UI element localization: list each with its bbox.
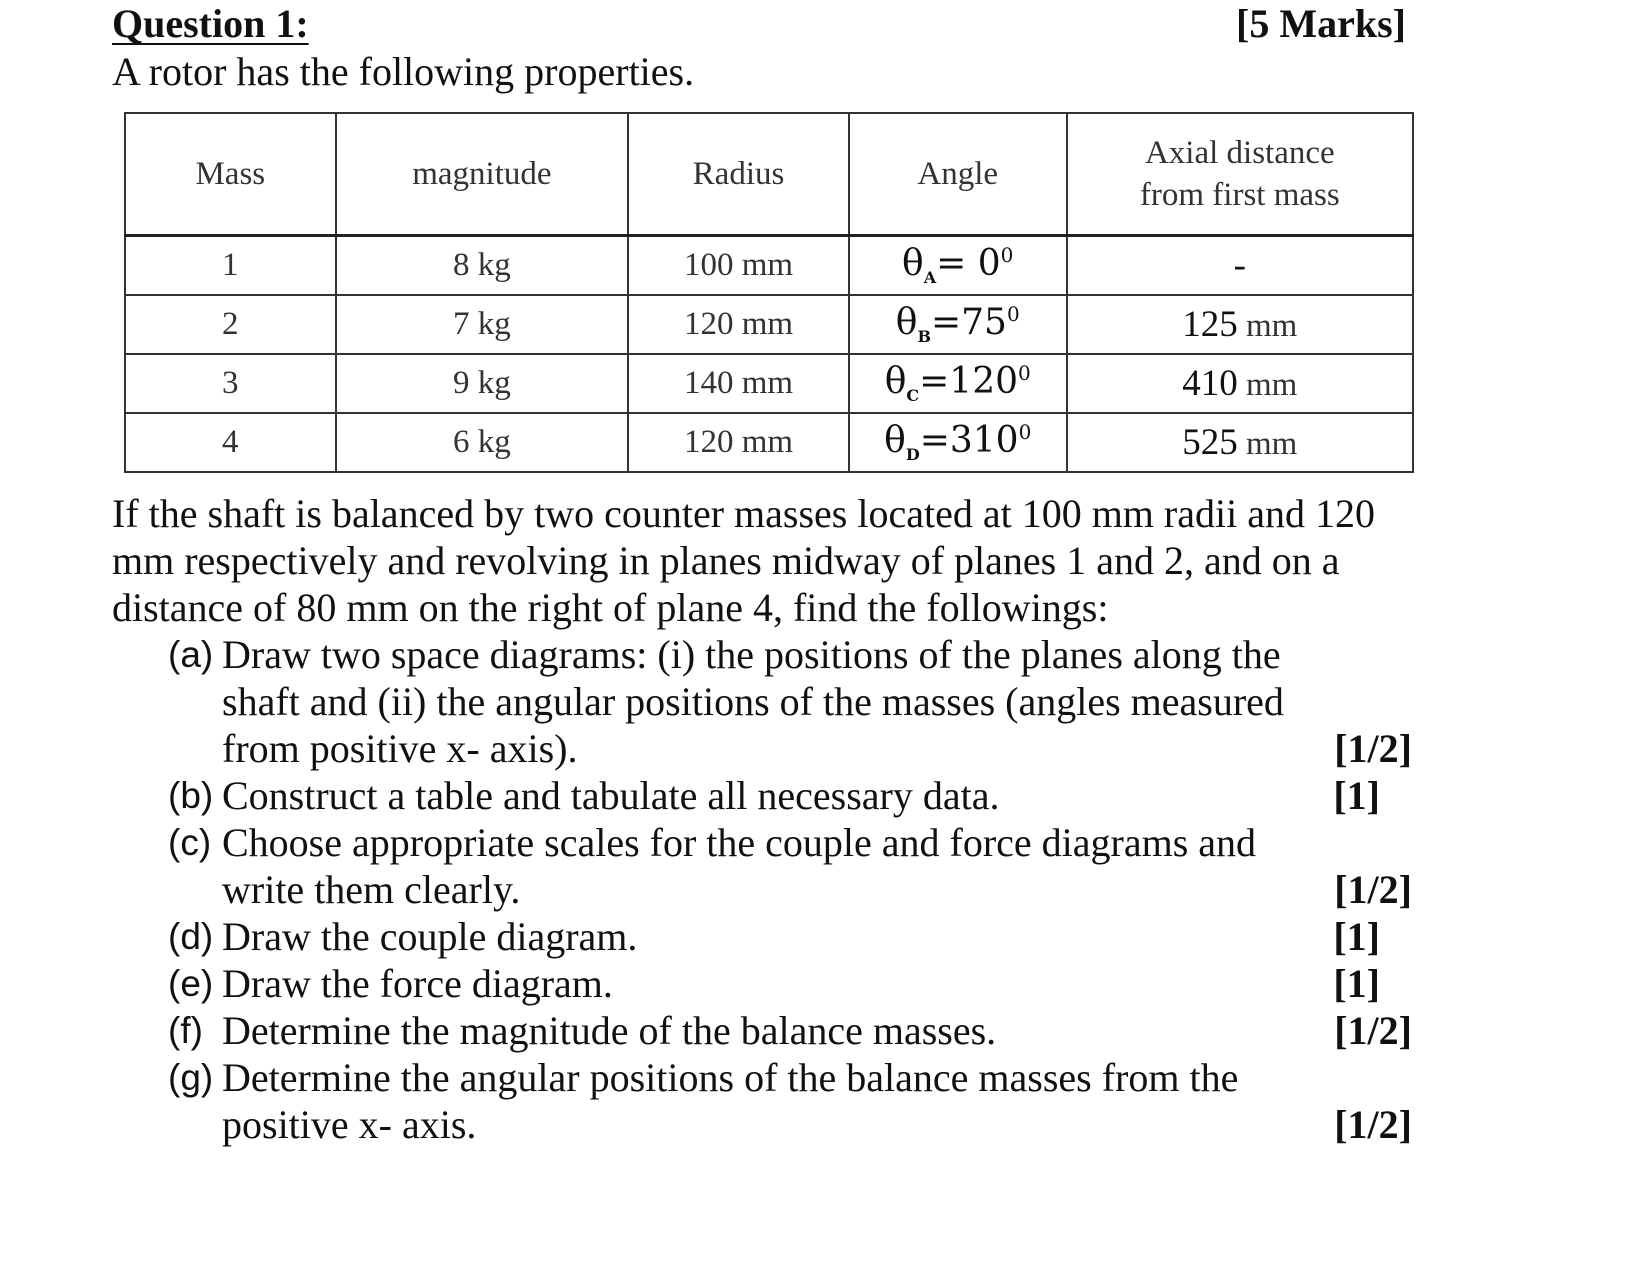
cell-mass: 4 [125, 413, 336, 472]
subquestion-b [168, 772, 1412, 819]
degree-mark: 0 [1006, 302, 1020, 327]
cell-mass: 3 [125, 354, 336, 413]
subquestion-text: Draw two space diagrams: (i) the positions of the planes along the shaft and (ii) the angular positions of the masses (angles measured from positive x- axis). [222, 632, 1284, 771]
table-row [125, 354, 1413, 413]
subquestion-marks: [1/2] [1334, 1008, 1412, 1053]
cell-radius: 100 mm [628, 236, 849, 296]
distance-value: 125 [1182, 304, 1238, 345]
distance-value: 525 [1182, 422, 1238, 463]
cell-angle [849, 413, 1067, 472]
cell-radius: 120 mm [628, 413, 849, 472]
angle-subscript: D [905, 445, 920, 465]
question-body [112, 490, 1412, 1148]
angle-symbol: θ [884, 361, 907, 403]
subquestion-text: Determine the magnitude of the balance masses. [222, 1008, 997, 1053]
subquestion-text: Draw the couple diagram. [222, 914, 638, 959]
cell-angle [849, 354, 1067, 413]
header-magnitude: magnitude [336, 113, 629, 236]
subquestion-label: (a) [168, 634, 214, 675]
subquestion-text: Determine the angular positions of the balance masses from the positive x- axis. [222, 1055, 1239, 1147]
cell-axial-distance [1067, 236, 1413, 296]
cell-magnitude: 6 kg [336, 413, 629, 472]
distance-unit: mm [1246, 308, 1298, 344]
subquestion-marks: [1] [1333, 773, 1380, 818]
cell-angle [849, 236, 1067, 296]
subquestion-text: Draw the force diagram. [222, 961, 613, 1006]
degree-mark: 0 [1000, 243, 1014, 268]
subquestion-a [168, 631, 1412, 772]
subquestion-label: (c) [168, 822, 212, 863]
subquestion-label: (g) [168, 1057, 214, 1098]
subquestion-marks: [1/2] [1334, 867, 1412, 912]
cell-axial-distance [1067, 295, 1413, 354]
table-row [125, 236, 1413, 296]
cell-radius: 140 mm [628, 354, 849, 413]
angle-subscript: C [906, 386, 920, 406]
cell-radius: 120 mm [628, 295, 849, 354]
angle-value: =310 [919, 420, 1019, 462]
cell-axial-distance [1067, 354, 1413, 413]
cell-magnitude: 8 kg [336, 236, 629, 296]
subquestion-label: (e) [168, 963, 214, 1004]
cell-axial-distance [1067, 413, 1413, 472]
header-axial-distance-line1: Axial distance [1144, 135, 1335, 171]
subquestion-label: (f) [168, 1010, 203, 1051]
angle-symbol: θ [895, 302, 918, 344]
subquestion-e [168, 960, 1412, 1007]
rotor-properties-table [124, 112, 1414, 473]
cell-mass: 2 [125, 295, 336, 354]
header-axial-distance-line2: from first mass [1139, 177, 1340, 213]
subquestion-label: (d) [168, 916, 214, 957]
total-marks: [5 Marks] [1236, 1, 1406, 46]
table-row [125, 413, 1413, 472]
subquestion-text: Choose appropriate scales for the couple and force diagrams and write them clearly. [222, 820, 1257, 912]
angle-value: =120 [919, 361, 1019, 403]
subquestion-marks: [1] [1333, 961, 1380, 1006]
distance-value: - [1233, 245, 1246, 286]
table-row [125, 295, 1413, 354]
problem-statement: If the shaft is balanced by two counter masses located at 100 mm radii and 120 mm respectively and revolving in planes midway of planes 1 and 2, and on a distance of 80 mm on the right of plane 4, find the followings: [112, 491, 1375, 630]
subquestion-c [168, 819, 1412, 913]
angle-symbol: θ [884, 420, 906, 462]
degree-mark: 0 [1018, 361, 1031, 386]
header-mass: Mass [125, 113, 336, 236]
header-axial-distance [1067, 113, 1413, 236]
angle-subscript: A [923, 268, 937, 288]
subquestion-marks: [1/2] [1334, 726, 1412, 771]
subquestion-f [168, 1007, 1412, 1054]
subquestion-text: Construct a table and tabulate all necessary data. [222, 773, 1000, 818]
subquestion-marks: [1] [1333, 914, 1380, 959]
angle-symbol: θ [902, 243, 924, 285]
cell-magnitude: 9 kg [336, 354, 629, 413]
degree-mark: 0 [1018, 420, 1032, 445]
distance-unit: mm [1246, 426, 1298, 462]
angle-value: = 0 [936, 243, 1001, 285]
cell-mass: 1 [125, 236, 336, 296]
question-title: Question 1: [112, 1, 309, 46]
subquestion-marks: [1/2] [1334, 1102, 1412, 1147]
distance-value: 410 [1182, 363, 1238, 404]
table-header-row [125, 113, 1413, 236]
subquestion-label: (b) [168, 775, 214, 816]
cell-angle [849, 295, 1067, 354]
cell-magnitude: 7 kg [336, 295, 629, 354]
subquestion-g [168, 1054, 1412, 1148]
subquestion-d [168, 913, 1412, 960]
distance-unit: mm [1246, 367, 1298, 403]
angle-subscript: B [917, 327, 931, 347]
angle-value: =75 [930, 302, 1007, 344]
header-angle: Angle [849, 113, 1067, 236]
header-radius: Radius [628, 113, 849, 236]
intro-text: A rotor has the following properties. [112, 49, 695, 94]
